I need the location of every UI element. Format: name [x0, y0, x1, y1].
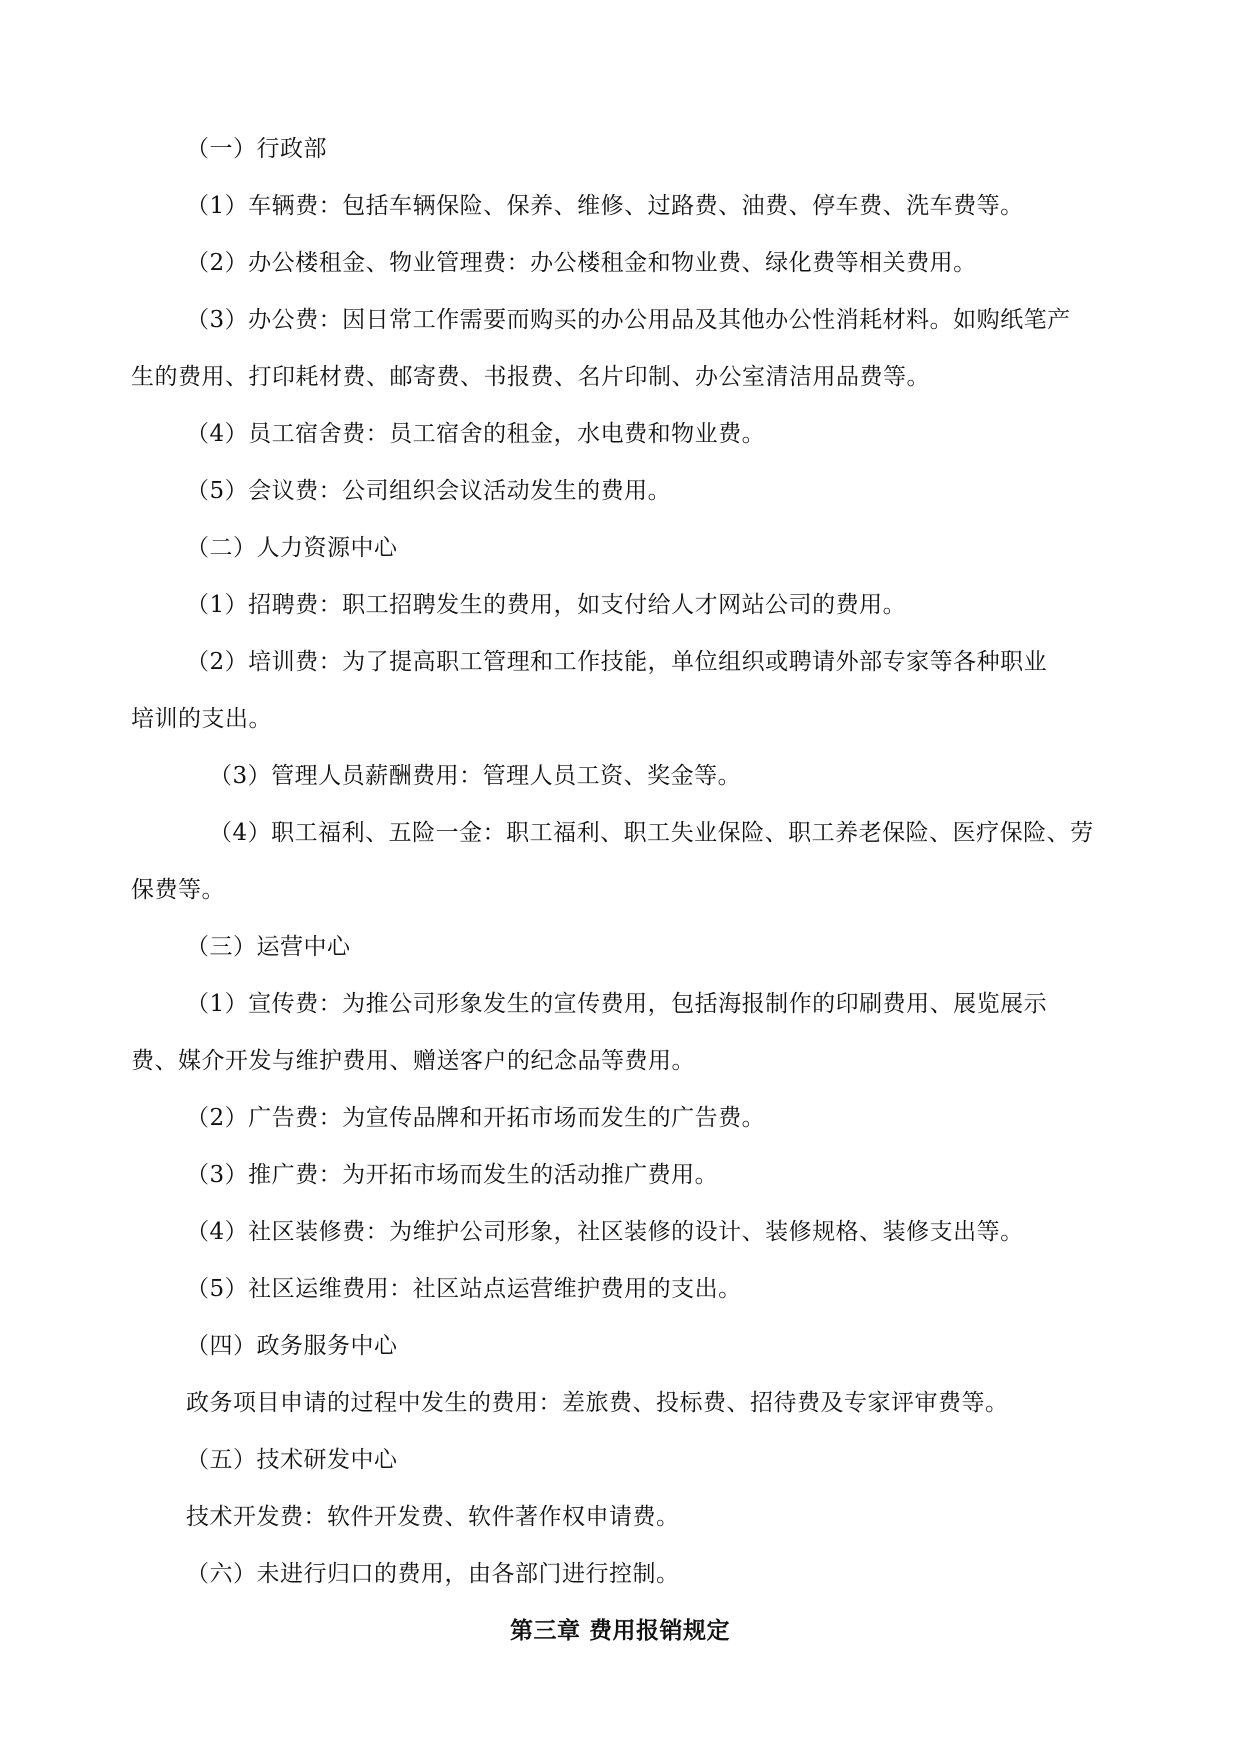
paragraph-line: （1）车辆费：包括车辆保险、保养、维修、过路费、油费、停车费、洗车费等。	[186, 193, 1024, 219]
paragraph-line: （5）会议费：公司组织会议活动发生的费用。	[186, 478, 672, 504]
section-heading-rnd: （五）技术研发中心	[186, 1447, 398, 1473]
paragraph-line: （5）社区运维费用：社区站点运营维护费用的支出。	[186, 1276, 742, 1302]
section-heading-admin: （一）行政部	[186, 136, 327, 162]
paragraph-line: 保费等。	[131, 877, 225, 903]
paragraph-line: （2）广告费：为宣传品牌和开拓市场而发生的广告费。	[186, 1105, 766, 1131]
paragraph-line: 培训的支出。	[131, 706, 272, 732]
paragraph-line: （3）管理人员薪酬费用：管理人员工资、奖金等。	[209, 763, 742, 789]
paragraph-line: （4）职工福利、五险一金：职工福利、职工失业保险、职工养老保险、医疗保险、劳	[209, 820, 1094, 846]
paragraph-line: （3）推广费：为开拓市场而发生的活动推广费用。	[186, 1162, 719, 1188]
section-heading-hr: （二）人力资源中心	[186, 535, 398, 561]
paragraph-line: （3）办公费：因日常工作需要而购买的办公用品及其他办公性消耗材料。如购纸笔产	[186, 307, 1071, 333]
paragraph-line: （六）未进行归口的费用，由各部门进行控制。	[186, 1561, 680, 1587]
paragraph-line: 技术开发费：软件开发费、软件著作权申请费。	[186, 1504, 680, 1530]
paragraph-line: （1）招聘费：职工招聘发生的费用，如支付给人才网站公司的费用。	[186, 592, 907, 618]
paragraph-line: （4）社区装修费：为维护公司形象，社区装修的设计、装修规格、装修支出等。	[186, 1219, 1024, 1245]
chapter-heading: 第三章 费用报销规定	[509, 1617, 730, 1644]
paragraph-line: （1）宣传费：为推公司形象发生的宣传费用，包括海报制作的印刷费用、展览展示	[186, 991, 1048, 1017]
paragraph-line: 政务项目申请的过程中发生的费用：差旅费、投标费、招待费及专家评审费等。	[186, 1390, 1009, 1416]
paragraph-line: （4）员工宿舍费：员工宿舍的租金，水电费和物业费。	[186, 421, 766, 447]
section-heading-government: （四）政务服务中心	[186, 1333, 398, 1359]
paragraph-line: （2）办公楼租金、物业管理费：办公楼租金和物业费、绿化费等相关费用。	[186, 250, 977, 276]
paragraph-line: （2）培训费：为了提高职工管理和工作技能，单位组织或聘请外部专家等各种职业	[186, 649, 1048, 675]
paragraph-line: 费、媒介开发与维护费用、赠送客户的纪念品等费用。	[131, 1048, 695, 1074]
paragraph-line: 生的费用、打印耗材费、邮寄费、书报费、名片印制、办公室清洁用品费等。	[131, 364, 930, 390]
section-heading-operations: （三）运营中心	[186, 934, 351, 960]
